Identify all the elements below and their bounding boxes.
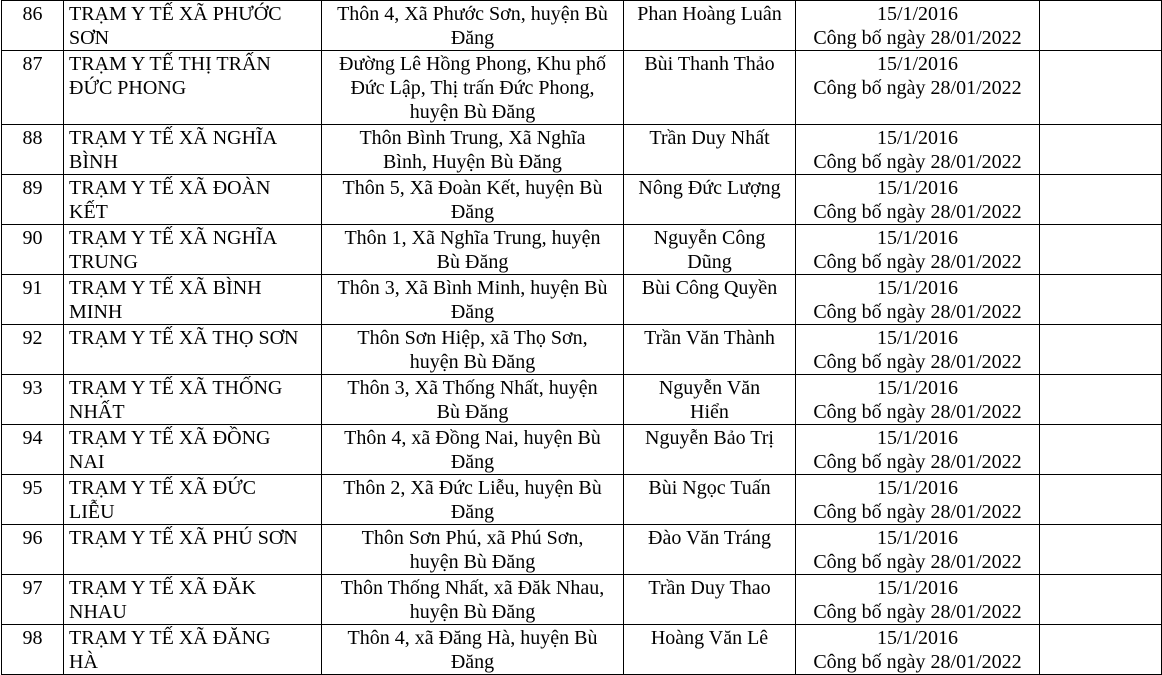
facility-address-line: Thôn Bình Trung, Xã Nghĩa	[359, 127, 586, 149]
row-number	[2, 175, 64, 225]
facility-name-line: TRẠM Y TẾ XÃ NGHĨA	[69, 127, 278, 149]
row-number	[2, 525, 64, 575]
facility-address-line: huyện Bù Đăng	[409, 351, 536, 373]
table-row	[2, 51, 1162, 125]
facility-address-line: Bù Đăng	[436, 401, 509, 423]
facility-address-line: Thôn 5, Xã Đoàn Kết, huyện Bù	[342, 177, 603, 199]
published-text: Công bố ngày 28/01/2022	[813, 201, 1022, 223]
facility-name	[64, 475, 322, 525]
row-number-text: 87	[22, 53, 43, 75]
row-number-text: 93	[22, 377, 43, 399]
facility-address-line: huyện Bù Đăng	[409, 101, 536, 123]
facility-name	[64, 575, 322, 625]
table-row	[2, 625, 1162, 675]
date-cell	[796, 425, 1040, 475]
facility-name-line: TRẠM Y TẾ XÃ PHÚ SƠN	[69, 527, 298, 549]
table-row	[2, 1, 1162, 51]
row-number	[2, 375, 64, 425]
facility-address-line: Đăng	[450, 27, 495, 49]
row-number-text: 89	[22, 177, 43, 199]
note-cell	[1040, 425, 1162, 475]
row-number	[2, 51, 64, 125]
date-cell	[796, 575, 1040, 625]
date-text: 15/1/2016	[876, 177, 959, 199]
facility-address	[322, 125, 624, 175]
date-text: 15/1/2016	[876, 377, 959, 399]
row-number-text: 95	[22, 477, 43, 499]
facility-address-line: Đăng	[450, 501, 495, 523]
responsible-person-line: Dũng	[687, 251, 732, 273]
table-body	[2, 1, 1162, 675]
responsible-person	[624, 275, 796, 325]
date-text: 15/1/2016	[876, 577, 959, 599]
facility-address-line: Thôn Sơn Hiệp, xã Thọ Sơn,	[357, 327, 588, 349]
row-number	[2, 325, 64, 375]
row-number	[2, 275, 64, 325]
facility-address-line: Thôn Sơn Phú, xã Phú Sơn,	[361, 527, 584, 549]
facility-name	[64, 625, 322, 675]
facility-address-line: Thôn 4, xã Đồng Nai, huyện Bù	[344, 427, 601, 449]
facility-name-line: TRẠM Y TẾ XÃ ĐĂK	[69, 577, 257, 599]
published-text: Công bố ngày 28/01/2022	[813, 77, 1022, 99]
responsible-person	[624, 51, 796, 125]
note-cell	[1040, 575, 1162, 625]
facility-name	[64, 275, 322, 325]
responsible-person-line: Nguyễn Bảo Trị	[645, 427, 774, 449]
responsible-person-line: Nông Đức Lượng	[638, 177, 781, 199]
table-row	[2, 325, 1162, 375]
responsible-person-line: Hoàng Văn Lê	[650, 627, 769, 649]
note-cell	[1040, 375, 1162, 425]
responsible-person	[624, 425, 796, 475]
table-row	[2, 275, 1162, 325]
facility-name-line: TRẠM Y TẾ THỊ TRẤN	[69, 53, 271, 75]
facility-name-line: TRẠM Y TẾ XÃ THỐNG	[69, 377, 283, 399]
facility-name-line: TRẠM Y TẾ XÃ PHƯỚC	[69, 3, 282, 25]
date-cell	[796, 625, 1040, 675]
facility-address	[322, 575, 624, 625]
note-cell	[1040, 175, 1162, 225]
note-cell	[1040, 51, 1162, 125]
date-text: 15/1/2016	[876, 477, 959, 499]
facility-address	[322, 325, 624, 375]
facility-address	[322, 625, 624, 675]
facility-name	[64, 125, 322, 175]
published-text: Công bố ngày 28/01/2022	[813, 451, 1022, 473]
row-number	[2, 625, 64, 675]
facility-address-line: Thôn 4, Xã Phước Sơn, huyện Bù	[337, 3, 608, 25]
facility-name-line: TRẠM Y TẾ XÃ ĐỒNG	[69, 427, 271, 449]
facility-name-line: TRẠM Y TẾ XÃ THỌ SƠN	[69, 327, 299, 349]
facility-name-line: TRẠM Y TẾ XÃ NGHĨA	[69, 227, 278, 249]
row-number	[2, 425, 64, 475]
date-cell	[796, 175, 1040, 225]
date-text: 15/1/2016	[876, 3, 959, 25]
facility-name-line: LIỄU	[69, 501, 115, 523]
facility-address	[322, 525, 624, 575]
facility-name	[64, 175, 322, 225]
responsible-person-line: Nguyễn Văn	[658, 377, 761, 399]
date-cell	[796, 1, 1040, 51]
facility-address	[322, 275, 624, 325]
table-row	[2, 225, 1162, 275]
row-number	[2, 475, 64, 525]
facility-address	[322, 375, 624, 425]
table-row	[2, 525, 1162, 575]
facility-name	[64, 1, 322, 51]
date-text: 15/1/2016	[876, 427, 959, 449]
responsible-person	[624, 475, 796, 525]
facility-name	[64, 375, 322, 425]
responsible-person-line: Trần Văn Thành	[644, 327, 775, 349]
health-station-table	[1, 0, 1162, 675]
responsible-person-line: Phan Hoàng Luân	[637, 3, 782, 25]
responsible-person-line: Bùi Công Quyền	[641, 277, 778, 299]
facility-address-line: Bù Đăng	[436, 251, 509, 273]
date-cell	[796, 375, 1040, 425]
responsible-person-line: Trần Duy Thao	[648, 577, 771, 599]
facility-address-line: Thôn Thống Nhất, xã Đăk Nhau,	[340, 577, 605, 599]
table-row	[2, 425, 1162, 475]
note-cell	[1040, 625, 1162, 675]
responsible-person-line: Trần Duy Nhất	[649, 127, 770, 149]
row-number	[2, 225, 64, 275]
row-number-text: 86	[22, 3, 43, 25]
facility-name-line: NHAU	[69, 601, 127, 623]
published-text: Công bố ngày 28/01/2022	[813, 351, 1022, 373]
note-cell	[1040, 325, 1162, 375]
facility-name-line: TRẠM Y TẾ XÃ ĐOÀN	[69, 177, 271, 199]
published-text: Công bố ngày 28/01/2022	[813, 301, 1022, 323]
facility-address-line: Thôn 3, Xã Bình Minh, huyện Bù	[337, 277, 608, 299]
date-text: 15/1/2016	[876, 627, 959, 649]
facility-address-line: Thôn 2, Xã Đức Liễu, huyện Bù	[343, 477, 602, 499]
facility-address-line: Thôn 1, Xã Nghĩa Trung, huyện	[344, 227, 601, 249]
note-cell	[1040, 225, 1162, 275]
facility-address-line: Bình, Huyện Bù Đăng	[383, 151, 562, 173]
facility-name	[64, 325, 322, 375]
facility-address-line: Đăng	[450, 201, 495, 223]
row-number-text: 88	[22, 127, 43, 149]
note-cell	[1040, 525, 1162, 575]
row-number	[2, 125, 64, 175]
facility-name-line: KẾT	[69, 201, 108, 223]
table-row	[2, 575, 1162, 625]
published-text: Công bố ngày 28/01/2022	[813, 27, 1022, 49]
responsible-person-line: Bùi Ngọc Tuấn	[648, 477, 771, 499]
facility-name-line: NHẤT	[69, 401, 125, 423]
facility-name-line: MINH	[69, 301, 123, 323]
responsible-person-line: Bùi Thanh Thảo	[644, 53, 775, 75]
facility-name	[64, 425, 322, 475]
facility-address	[322, 1, 624, 51]
table-row	[2, 375, 1162, 425]
facility-name-line: TRẠM Y TẾ XÃ ĐĂNG	[69, 627, 271, 649]
table-row	[2, 125, 1162, 175]
facility-address-line: huyện Bù Đăng	[409, 551, 536, 573]
responsible-person	[624, 175, 796, 225]
facility-address-line: Thôn 4, xã Đăng Hà, huyện Bù	[347, 627, 598, 649]
facility-address	[322, 175, 624, 225]
facility-name	[64, 51, 322, 125]
row-number	[2, 1, 64, 51]
responsible-person	[624, 575, 796, 625]
facility-address	[322, 225, 624, 275]
responsible-person	[624, 1, 796, 51]
date-cell	[796, 525, 1040, 575]
published-text: Công bố ngày 28/01/2022	[813, 651, 1022, 673]
facility-name-line: NAI	[69, 451, 105, 473]
published-text: Công bố ngày 28/01/2022	[813, 501, 1022, 523]
table-row	[2, 175, 1162, 225]
facility-address-line: Đăng	[450, 651, 495, 673]
facility-name	[64, 225, 322, 275]
date-text: 15/1/2016	[876, 227, 959, 249]
responsible-person	[624, 125, 796, 175]
row-number-text: 90	[22, 227, 43, 249]
facility-address	[322, 51, 624, 125]
facility-address-line: Đăng	[450, 451, 495, 473]
facility-address-line: Đăng	[450, 301, 495, 323]
facility-address	[322, 475, 624, 525]
date-text: 15/1/2016	[876, 127, 959, 149]
published-text: Công bố ngày 28/01/2022	[813, 151, 1022, 173]
row-number-text: 91	[22, 277, 43, 299]
published-text: Công bố ngày 28/01/2022	[813, 551, 1022, 573]
row-number-text: 92	[22, 327, 43, 349]
note-cell	[1040, 475, 1162, 525]
row-number	[2, 575, 64, 625]
responsible-person	[624, 625, 796, 675]
row-number-text: 98	[22, 627, 43, 649]
date-text: 15/1/2016	[876, 527, 959, 549]
responsible-person-line: Đào Văn Tráng	[648, 527, 771, 549]
facility-address	[322, 425, 624, 475]
date-text: 15/1/2016	[876, 53, 959, 75]
date-cell	[796, 125, 1040, 175]
facility-name-line: SƠN	[69, 27, 110, 49]
date-text: 15/1/2016	[876, 277, 959, 299]
row-number-text: 96	[22, 527, 43, 549]
note-cell	[1040, 1, 1162, 51]
note-cell	[1040, 125, 1162, 175]
date-cell	[796, 475, 1040, 525]
facility-name-line: BÌNH	[69, 151, 118, 173]
published-text: Công bố ngày 28/01/2022	[813, 251, 1022, 273]
row-number-text: 94	[22, 427, 43, 449]
responsible-person	[624, 525, 796, 575]
published-text: Công bố ngày 28/01/2022	[813, 601, 1022, 623]
row-number-text: 97	[22, 577, 43, 599]
responsible-person	[624, 325, 796, 375]
facility-name-line: ĐỨC PHONG	[69, 77, 187, 99]
facility-address-line: huyện Bù Đăng	[409, 601, 536, 623]
note-cell	[1040, 275, 1162, 325]
facility-name-line: TRẠM Y TẾ XÃ BÌNH	[69, 277, 262, 299]
published-text: Công bố ngày 28/01/2022	[813, 401, 1022, 423]
date-cell	[796, 325, 1040, 375]
facility-name-line: TRUNG	[69, 251, 138, 273]
responsible-person	[624, 225, 796, 275]
responsible-person-line: Hiển	[690, 401, 729, 423]
responsible-person-line: Nguyễn Công	[653, 227, 766, 249]
date-cell	[796, 275, 1040, 325]
facility-address-line: Đường Lê Hồng Phong, Khu phố	[339, 53, 606, 75]
responsible-person	[624, 375, 796, 425]
table-row	[2, 475, 1162, 525]
facility-address-line: Đức Lập, Thị trấn Đức Phong,	[350, 77, 595, 99]
facility-name-line: TRẠM Y TẾ XÃ ĐỨC	[69, 477, 257, 499]
date-cell	[796, 51, 1040, 125]
date-cell	[796, 225, 1040, 275]
date-text: 15/1/2016	[876, 327, 959, 349]
facility-name	[64, 525, 322, 575]
facility-name-line: HÀ	[69, 651, 98, 673]
facility-address-line: Thôn 3, Xã Thống Nhất, huyện	[347, 377, 598, 399]
